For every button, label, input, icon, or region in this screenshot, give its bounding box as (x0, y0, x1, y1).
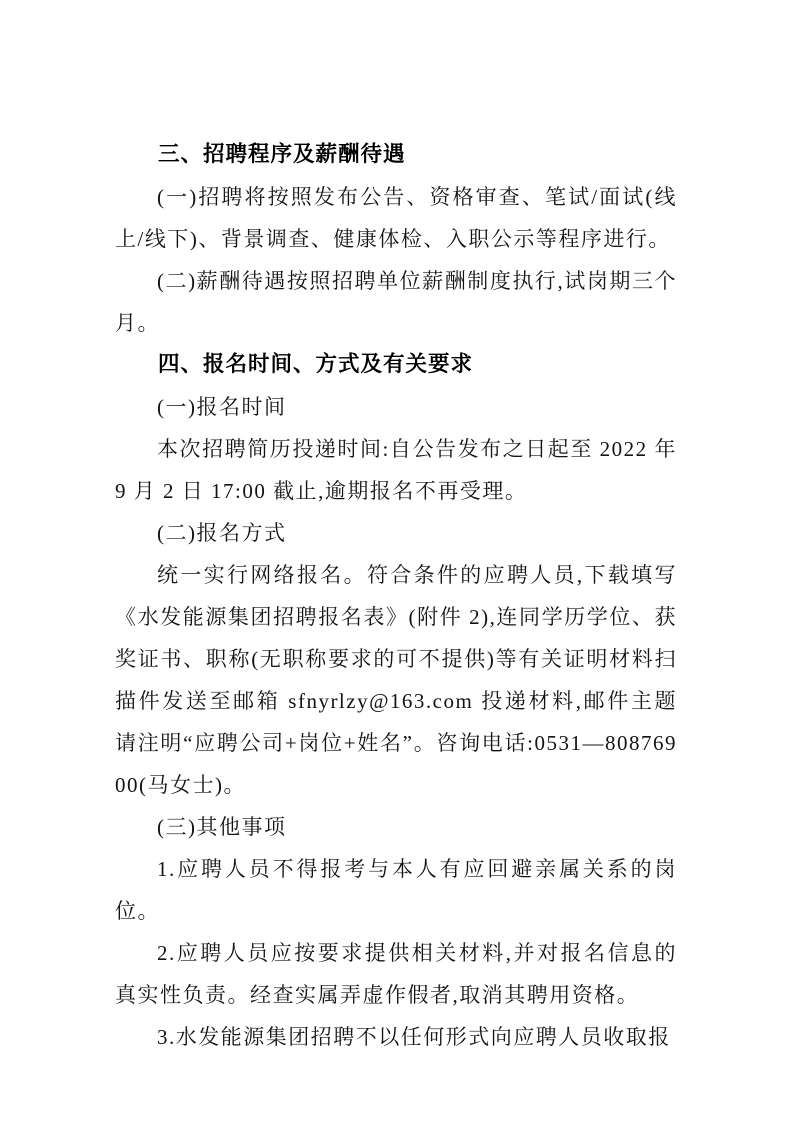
paragraph-other-item-1: 1.应聘人员不得报考与本人有应回避亲属关系的岗位。 (115, 857, 677, 923)
section-heading-recruitment-procedure: 三、招聘程序及薪酬待遇 (158, 142, 406, 167)
paragraph-other-item-2: 2.应聘人员应按要求提供相关材料,并对报名信息的真实性负责。经查实属弄虚作假者,取消其聘用资格。 (115, 941, 677, 1007)
paragraph-application-method: 统一实行网络报名。符合条件的应聘人员,下载填写《水发能源集团招聘报名表》(附件 2),连同学历学位、获奖证书、职称(无职称要求的可不提供)等有关证明材料扫描件发送至邮箱 sfnyrlzy@163.com 投递材料,邮件主题请注明“应聘公司+岗位+姓名”。咨询电话:0531—80876900(马女士)。 (115, 563, 677, 797)
document-content (115, 0, 677, 1058)
subheading-application-time: (一)报名时间 (157, 395, 287, 419)
subheading-other-matters: (三)其他事项 (157, 815, 287, 839)
paragraph-other-item-3: 3.水发能源集团招聘不以任何形式向应聘人员收取报 (157, 1025, 671, 1049)
paragraph-procedure-steps: (一)招聘将按照发布公告、资格审查、笔试/面试(线上/线下)、背景调查、健康体检、入职公示等程序进行。 (115, 185, 677, 251)
subheading-application-method: (二)报名方式 (157, 521, 287, 545)
paragraph-salary-policy: (二)薪酬待遇按照招聘单位薪酬制度执行,试岗期三个月。 (115, 269, 677, 335)
paragraph-application-deadline: 本次招聘简历投递时间:自公告发布之日起至 2022 年 9 月 2 日 17:00 截止,逾期报名不再受理。 (115, 437, 677, 503)
section-heading-application-requirements: 四、报名时间、方式及有关要求 (158, 352, 474, 377)
